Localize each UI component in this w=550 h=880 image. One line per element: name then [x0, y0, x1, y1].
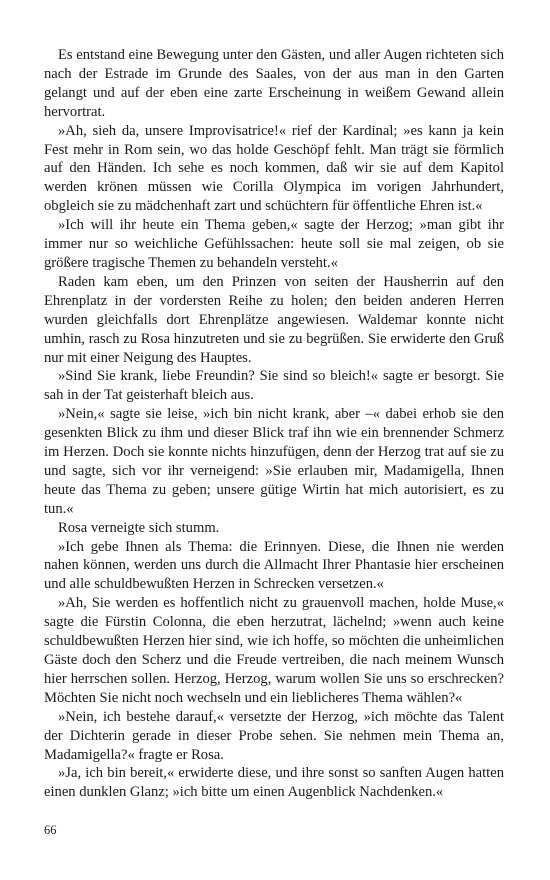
paragraph: Rosa verneigte sich stumm. [58, 519, 220, 536]
paragraph: »Ah, Sie werden es hoffentlich nicht zu grauenvoll machen, holde Muse,« sagte die Fürstin Colonna, die eben herzutrat, lächelnd; »wenn auch keine schuldbewußten Herzen hier sind, wie ich hoffe, so möchten die unheimlichen Gäste doch den Scherz und die Freude vertreiben, die nach meinem Wunsch hier herrschen sollen. Herzog, Herzog, warum wollen Sie uns so erschrecken? Möchten Sie nicht noch wechseln und ein lieblicheres Thema wählen?« [44, 595, 504, 706]
paragraph: »Ich will ihr heute ein Thema geben,« sagte der Herzog; »man gibt ihr immer nur so weichliche Gefühlssachen: heute soll sie mal zeigen, ob sie größere tragische Themen zu behandeln versteht.« [44, 217, 504, 271]
paragraph: »Ah, sieh da, unsere Improvisatrice!« rief der Kardinal; »es kann ja kein Fest mehr in Rom sein, wo das holde Geschöpf fehlt. Man trägt sie förmlich auf den Händen. Ich sehe es noch kommen, daß wir sie auf dem Kapitol werden krönen müssen wie Corilla Olympica im vorigen Jahrhundert, obgleich sie zu mädchenhaft zart und schüchtern für öffentliche Ehren ist.« [44, 122, 504, 215]
page-number: 66 [44, 823, 57, 837]
paragraph: »Ich gebe Ihnen als Thema: die Erinnyen. Diese, die Ihnen nie werden nahen können, werden uns durch die Allmacht Ihrer Phantasie hier erscheinen und alle schuldbewußten Herzen in Schrecken versetzen.« [44, 538, 504, 593]
paragraph: »Ja, ich bin bereit,« erwiderte diese, und ihre sonst so sanften Augen hatten einen dunklen Glanz; »ich bitte um einen Augenblick Nachdenken.« [44, 765, 504, 801]
paragraph: »Nein, ich bestehe darauf,« versetzte der Herzog, »ich möchte das Talent der Dichterin gerade in dieser Probe sehen. Sie nehmen mein Thema an, Madamigella?« fragte er Rosa. [44, 708, 504, 763]
paragraph: Raden kam eben, um den Prinzen von seiten der Hausherrin auf den Ehrenplatz in der vordersten Reihe zu holen; den beiden anderen Herren wurden gleichfalls dort Ehrenplätze angewiesen. Waldemar konnte nicht umhin, rasch zu Rosa hinzutreten und sie zu begrüßen. Sie erwiderte den Gruß nur mit einer Neigung des Hauptes. [44, 273, 504, 366]
paragraph: »Sind Sie krank, liebe Freundin? Sie sind so bleich!« sagte er besorgt. Sie sah in der Tat geisterhaft bleich aus. [44, 368, 504, 404]
paragraph: Es entstand eine Bewegung unter den Gästen, und aller Augen richteten sich nach der Estrade im Grunde des Saales, von der aus man in den Garten gelangt und auf der eben eine zarte Erscheinung in weißem Gewand allein hervortrat. [44, 47, 504, 120]
page-body [44, 46, 504, 802]
paragraph: »Nein,« sagte sie leise, »ich bin nicht krank, aber –« dabei erhob sie den gesenkten Blick zu ihm und dieser Blick traf ihn wie ein brennender Schmerz im Herzen. Doch sie konnte nichts hinzufügen, denn der Herzog trat auf sie zu und sagte, sich vor ihr verneigend: »Sie erlauben mir, Madamigella, Ihnen heute das Thema zu geben; unsere gütige Wirtin hat mich autorisiert, es zu tun.« [44, 406, 504, 517]
